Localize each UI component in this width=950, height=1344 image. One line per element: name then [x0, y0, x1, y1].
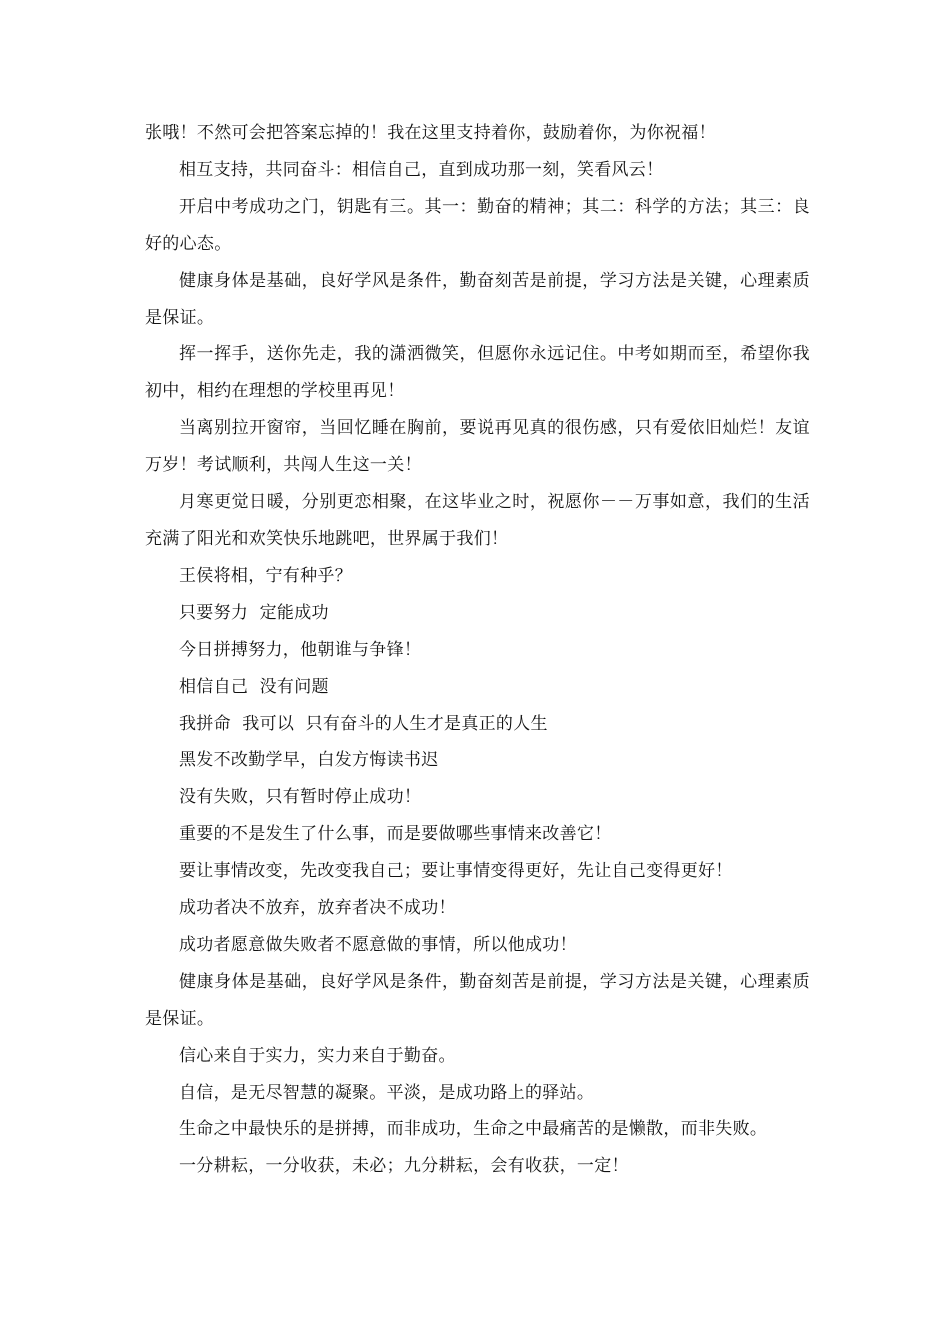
paragraph-16: 要让事情改变，先改变我自己；要让事情变得更好，先让自己变得更好！: [179, 861, 733, 882]
paragraph-22: 生命之中最快乐的是拼搏，而非成功，生命之中最痛苦的是懒散，而非失败。: [179, 1119, 768, 1140]
paragraph-3: 开启中考成功之门，钥匙有三。其一：勤奋的精神；其二：科学的方法；其三：良好的心态。: [145, 196, 810, 254]
paragraph-1: 张哦！不然可会把答案忘掉的！我在这里支持着你，鼓励着你，为你祝福！: [145, 123, 716, 143]
paragraph-9: 只要努力 定能成功: [179, 602, 329, 623]
paragraph-13: 黑发不改勤学早，白发方悔读书迟: [179, 750, 439, 771]
paragraph-10: 今日拼搏努力，他朝谁与争锋！: [179, 639, 422, 660]
paragraph-2: 相互支持，共同奋斗：相信自己，直到成功那一刻，笑看风云！: [179, 159, 664, 180]
paragraph-17: 成功者决不放弃，放弃者决不成功！: [179, 898, 456, 919]
paragraph-14: 没有失败，只有暂时停止成功！: [179, 787, 422, 808]
paragraph-21: 自信，是无尽智慧的凝聚。平淡，是成功路上的驿站。: [179, 1082, 595, 1103]
paragraph-7: 月寒更觉日暖，分别更恋相聚，在这毕业之时，祝愿你－－万事如意，我们的生活充满了阳光和欢笑快乐地跳吧，世界属于我们！: [145, 492, 810, 549]
paragraph-15: 重要的不是发生了什么事，而是要做哪些事情来改善它！: [179, 824, 612, 845]
paragraph-20: 信心来自于实力，实力来自于勤奋。: [179, 1045, 456, 1066]
paragraph-18: 成功者愿意做失败者不愿意做的事情，所以他成功！: [179, 934, 577, 955]
paragraph-19: 健康身体是基础，良好学风是条件，勤奋刻苦是前提，学习方法是关键，心理素质是保证。: [145, 971, 810, 1029]
paragraph-23: 一分耕耘，一分收获，未必；九分耕耘，会有收获，一定！: [179, 1156, 629, 1177]
document-body: [145, 115, 810, 1185]
paragraph-8: 王侯将相，宁有种乎？: [179, 565, 352, 586]
paragraph-6: 当离别拉开窗帘，当回忆睡在胸前，要说再见真的很伤感，只有爱依旧灿烂！友谊万岁！考试顺利，共闯人生这一关！: [145, 418, 810, 476]
paragraph-4: 健康身体是基础，良好学风是条件，勤奋刻苦是前提，学习方法是关键，心理素质是保证。: [145, 270, 810, 328]
paragraph-5: 挥一挥手，送你先走，我的潇洒微笑，但愿你永远记住。中考如期而至，希望你我初中，相约在理想的学校里再见！: [145, 344, 810, 402]
paragraph-12: 我拼命 我可以 只有奋斗的人生才是真正的人生: [179, 713, 548, 734]
paragraph-11: 相信自己 没有问题: [179, 676, 329, 697]
